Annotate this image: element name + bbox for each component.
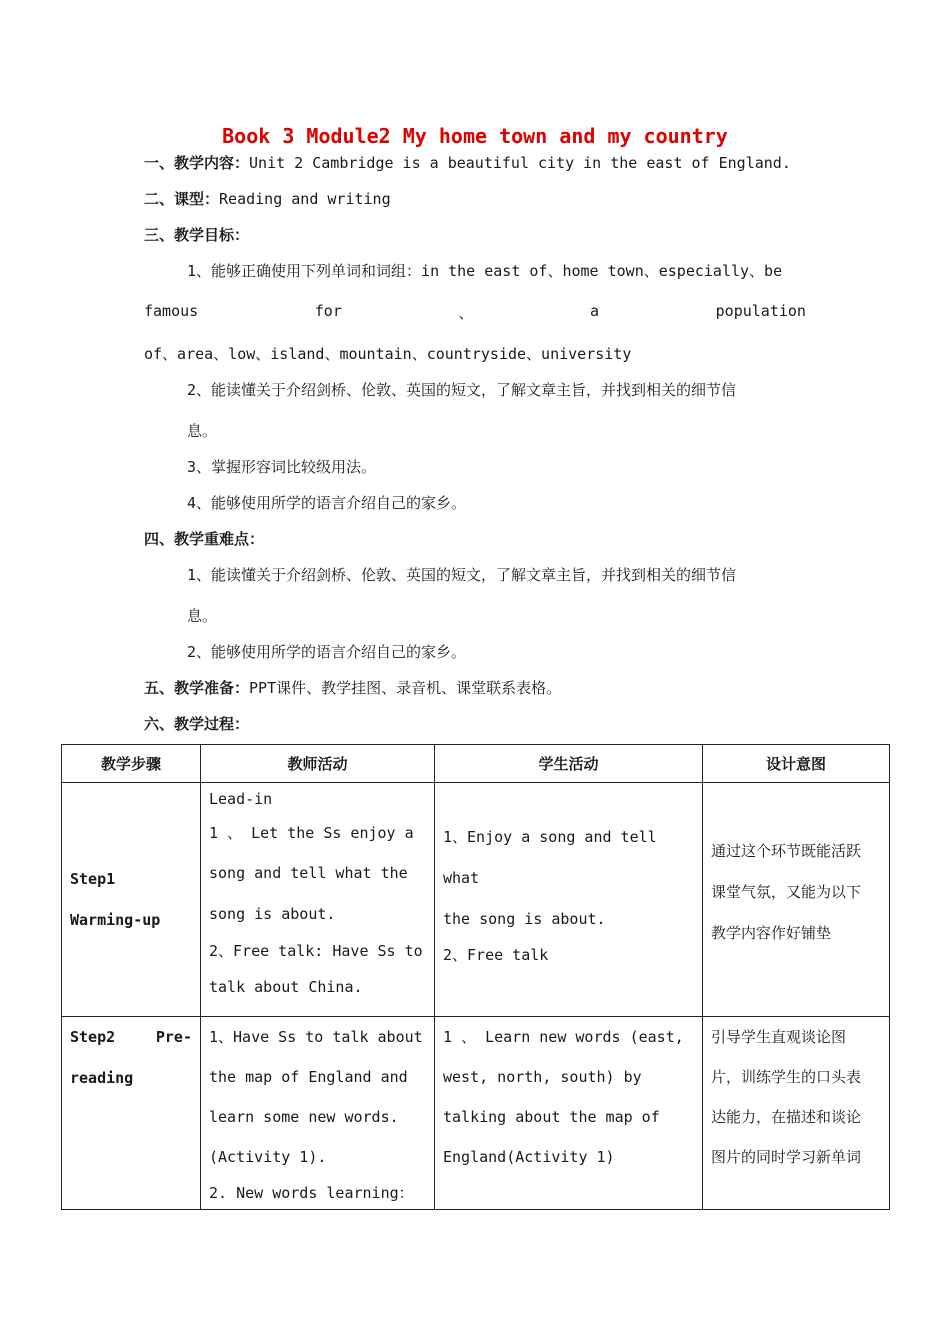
row2-step-name: reading <box>70 1069 134 1087</box>
prep-text: PPT课件、教学挂图、录音机、课堂联系表格。 <box>249 679 562 697</box>
row1-teacher-line: song is about. <box>209 905 336 923</box>
row2-intent-line: 达能力，在描述和谈论 <box>711 1108 862 1126</box>
row2-teacher-line: 1、Have Ss to talk about <box>209 1028 423 1046</box>
goal-1-word-for: for <box>314 302 342 320</box>
header-step: 教学步骤 <box>62 745 201 783</box>
goals-label-line <box>144 224 249 245</box>
row2-intent-line: 引导学生直观谈论图 <box>711 1028 847 1046</box>
row1-intent-line: 教学内容作好铺垫 <box>711 924 832 942</box>
row2-student <box>435 1017 703 1210</box>
process-table <box>61 744 890 1210</box>
header-student: 学生活动 <box>435 745 703 783</box>
key-point-1-line-a: 1、能读懂关于介绍剑桥、伦敦、英国的短文，了解文章主旨，并找到相关的细节信 <box>187 566 737 584</box>
table-row <box>62 783 890 1017</box>
process-label-line <box>144 713 249 734</box>
row1-teacher-line: 2、Free talk: Have Ss to <box>209 942 423 960</box>
row2-teacher-line: (Activity 1). <box>209 1148 327 1166</box>
goal-1-line-a: 1、能够正确使用下列单词和词组：in the east of、home town、especially、be <box>187 262 783 280</box>
document-title: Book 3 Module2 My home town and my country <box>222 124 728 148</box>
row1-student-line: the song is about. <box>443 910 606 928</box>
row2-intent-line: 片，训练学生的口头表 <box>711 1068 862 1086</box>
row1-student <box>435 783 703 1017</box>
row1-step <box>62 783 201 1017</box>
row1-teacher-line: song and tell what the <box>209 864 408 882</box>
prep-line <box>144 677 561 698</box>
teaching-content-line <box>144 152 791 173</box>
row2-student-line: England(Activity 1) <box>443 1148 615 1166</box>
row2-step-label: Step2 <box>70 1028 116 1046</box>
row2-intent-line: 图片的同时学习新单词 <box>711 1148 862 1166</box>
lesson-type-label: 二、课型： <box>144 190 220 208</box>
row1-intent-line: 课堂气氛，又能为以下 <box>711 883 862 901</box>
goal-1-word-famous: famous <box>144 302 199 320</box>
key-point-1-line-b: 息。 <box>187 607 218 625</box>
row2-teacher-line: the map of England and <box>209 1068 408 1086</box>
key-point-2-line: 2、能够使用所学的语言介绍自己的家乡。 <box>187 643 467 661</box>
table-row <box>62 1017 890 1210</box>
row2-student-line: 1 、 Learn new words (east, <box>443 1028 684 1046</box>
key-points-label: 四、教学重难点： <box>144 530 265 548</box>
row2-student-line: west, north, south) by <box>443 1068 642 1086</box>
row1-intent <box>703 783 890 1017</box>
process-label: 六、教学过程： <box>144 715 250 733</box>
row1-intent-line: 通过这个环节既能活跃 <box>711 842 862 860</box>
goal-1-line-b <box>144 302 806 323</box>
row1-student-line: 1、Enjoy a song and tell what <box>443 828 657 887</box>
row2-step-label-line <box>70 1017 192 1058</box>
row1-teacher-line: talk about China. <box>209 978 363 996</box>
row2-teacher <box>201 1017 435 1210</box>
row2-student-line: talking about the map of <box>443 1108 660 1126</box>
row1-teacher-line: 1 、 Let the Ss enjoy a <box>209 824 414 842</box>
goal-1-line-c: of、area、low、island、mountain、countryside、university <box>144 345 632 363</box>
row1-step-label: Step1 <box>70 869 116 888</box>
goal-1-word-sep: 、 <box>458 304 474 322</box>
teaching-content-text: Unit 2 Cambridge is a beautiful city in the east of England. <box>249 154 791 172</box>
key-points-label-line <box>144 528 264 549</box>
row2-step <box>62 1017 201 1210</box>
header-intent: 设计意图 <box>703 745 890 783</box>
row2-intent <box>703 1017 890 1210</box>
row1-teacher-line: Lead-in <box>209 790 273 808</box>
goal-2-line-b: 息。 <box>187 422 218 440</box>
goal-2-line-a: 2、能读懂关于介绍剑桥、伦敦、英国的短文，了解文章主旨，并找到相关的细节信 <box>187 381 737 399</box>
goal-3-line: 3、掌握形容词比较级用法。 <box>187 458 377 476</box>
goal-4-line: 4、能够使用所学的语言介绍自己的家乡。 <box>187 494 467 512</box>
row2-teacher-line: learn some new words. <box>209 1108 399 1126</box>
row1-student-line: 2、Free talk <box>443 946 549 964</box>
lesson-type-line <box>144 188 391 209</box>
row2-teacher-line: 2. New words learning： <box>209 1184 414 1202</box>
header-teacher: 教师活动 <box>201 745 435 783</box>
teaching-content-label: 一、教学内容： <box>144 154 250 172</box>
row2-step-pre: Pre- <box>155 1028 192 1046</box>
goals-label: 三、教学目标： <box>144 226 250 244</box>
row1-step-name: Warming-up <box>70 910 161 929</box>
prep-label: 五、教学准备： <box>144 679 250 697</box>
goal-1-word-population: population <box>715 302 806 320</box>
goal-1-word-a: a <box>590 302 600 320</box>
table-header-row <box>62 745 890 783</box>
lesson-type-text: Reading and writing <box>219 190 391 208</box>
row1-teacher <box>201 783 435 1017</box>
